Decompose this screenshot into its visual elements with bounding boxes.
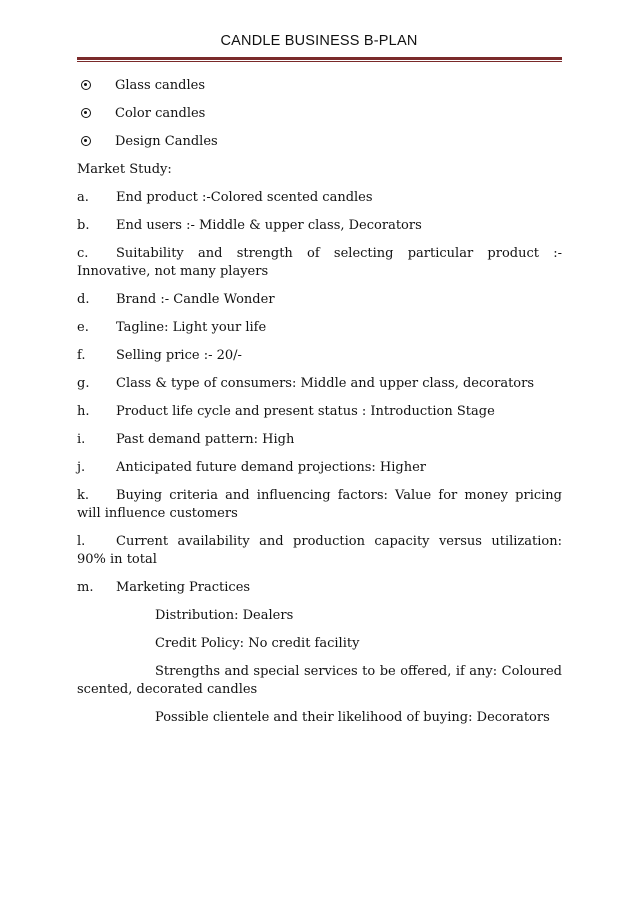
list-text: Suitability and strength of selecting particular product :- Innovative, not many players — [77, 246, 562, 279]
list-text: Selling price :- 20/- — [116, 348, 242, 363]
bullet-item — [77, 105, 562, 123]
list-item-g — [77, 375, 562, 393]
list-text: End users :- Middle & upper class, Decorators — [116, 218, 422, 233]
document-body — [77, 77, 562, 737]
marketing-practice-strengths — [77, 663, 562, 699]
bullet-text: Design Candles — [115, 134, 218, 149]
list-text: Past demand pattern: High — [116, 432, 295, 447]
list-text: End product :-Colored scented candles — [116, 190, 373, 205]
circled-dot-bullet-icon — [81, 136, 91, 146]
list-label: e. — [77, 320, 89, 335]
list-item-c — [77, 245, 562, 281]
header-rule-thin — [77, 61, 562, 62]
marketing-practice-strengths-text: Strengths and special services to be offered, if any: Coloured scented, decorated candles — [77, 664, 562, 697]
list-item-k — [77, 487, 562, 523]
circled-dot-bullet-icon — [81, 108, 91, 118]
bullet-text: Color candles — [115, 106, 206, 121]
list-label: a. — [77, 190, 89, 205]
list-text: Current availability and production capacity versus utilization: 90% in total — [77, 534, 562, 567]
list-label: l. — [77, 534, 86, 549]
list-label: c. — [77, 246, 89, 261]
list-text: Anticipated future demand projections: Higher — [116, 460, 426, 475]
list-label: g. — [77, 376, 90, 391]
list-label: k. — [77, 488, 90, 503]
marketing-practice-distribution: Distribution: Dealers — [155, 608, 294, 623]
list-text: Marketing Practices — [116, 580, 251, 595]
list-label: d. — [77, 292, 90, 307]
list-item-h — [77, 403, 562, 421]
list-label: b. — [77, 218, 90, 233]
list-label: f. — [77, 348, 86, 363]
list-text: Buying criteria and influencing factors: Value for money pricing will influence customers — [77, 488, 562, 521]
list-item-m — [77, 579, 562, 597]
list-text: Class & type of consumers: Middle and upper class, decorators — [116, 376, 535, 391]
marketing-practice-credit-policy: Credit Policy: No credit facility — [155, 636, 360, 651]
list-item-e — [77, 319, 562, 337]
list-label: j. — [77, 460, 86, 475]
marketing-practice-clientele: Possible clientele and their likelihood of buying: Decorators — [155, 710, 550, 725]
list-item-i — [77, 431, 562, 449]
list-item-l — [77, 533, 562, 569]
bullet-item — [77, 133, 562, 151]
list-item-f — [77, 347, 562, 365]
list-item-d — [77, 291, 562, 309]
list-item-b — [77, 217, 562, 235]
circled-dot-bullet-icon — [81, 80, 91, 90]
list-label: m. — [77, 580, 94, 595]
page-header-title: CANDLE BUSINESS B-PLAN — [220, 33, 418, 49]
list-item-a — [77, 189, 562, 207]
list-label: i. — [77, 432, 86, 447]
header-rule-thick — [77, 57, 562, 60]
list-item-j — [77, 459, 562, 477]
list-text: Product life cycle and present status : Introduction Stage — [116, 404, 495, 419]
bullet-text: Glass candles — [115, 78, 206, 93]
market-study-heading: Market Study: — [77, 162, 172, 177]
list-text: Tagline: Light your life — [116, 320, 267, 335]
list-label: h. — [77, 404, 90, 419]
list-text: Brand :- Candle Wonder — [116, 292, 275, 307]
bullet-item — [77, 77, 562, 95]
